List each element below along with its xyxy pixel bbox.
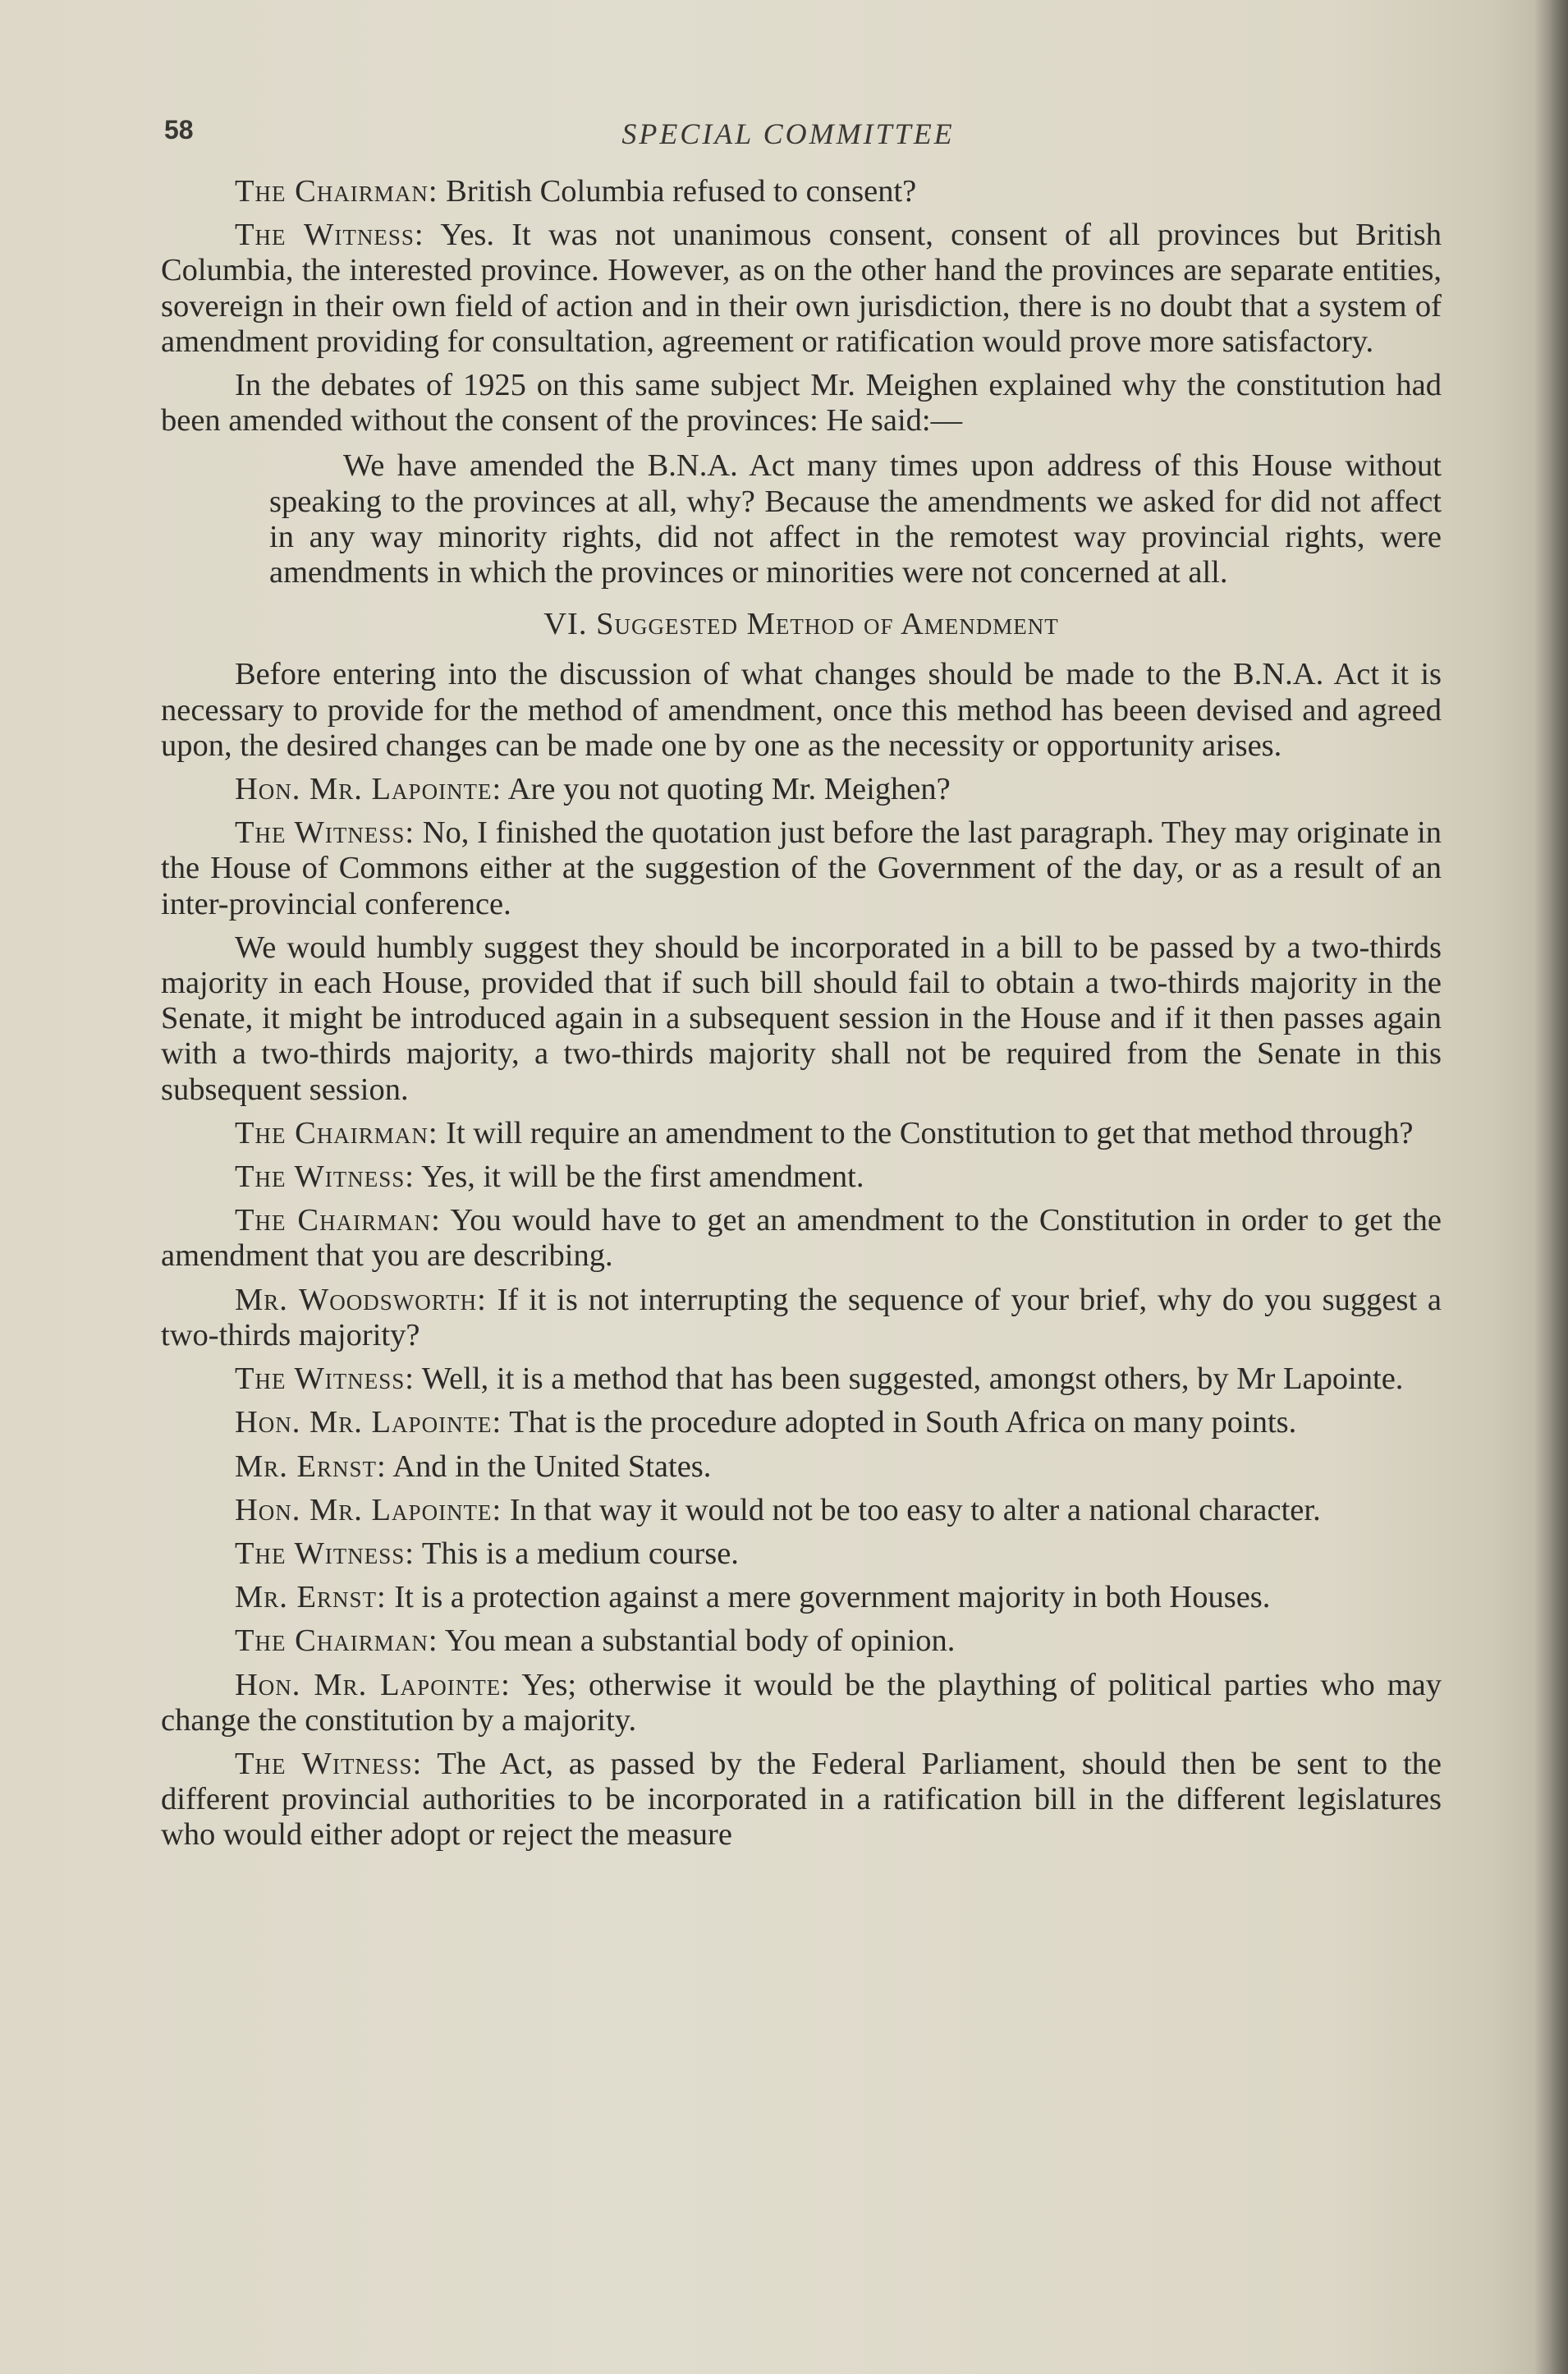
paragraph-text: Yes; otherwise it would be the plaything of political parties who may change the constitution by a majority. <box>161 1667 1442 1738</box>
paragraph <box>161 218 1442 360</box>
paragraph-text: We would humbly suggest they should be incorporated in a bill to be passed by a two-thirds majority in each House, provided that if such bill should fail to obtain a two-thirds majority in the Senate, it might be introduced again in a subsequent session in the House and if it then passes again with a two-thirds majority, a two-thirds majority shall not be required from the Senate in this subsequent session. <box>161 930 1442 1107</box>
paragraph <box>161 657 1442 764</box>
speaker-label: Hon. Mr. Lapointe: <box>235 1667 511 1702</box>
block-quote: We have amended the B.N.A. Act many times upon address of this House without speaking to the provinces at all, why? Because the amendments we asked for did not affect in any way minority rights, did not affect in the remotest way provincial rights, were amendments in which the provinces or minorities were not concerned at all. <box>269 448 1442 590</box>
paragraph-text: Before entering into the discussion of what changes should be made to the B.N.A. Act it is necessary to provide for the method of amendment, once this method has beeen devised and agreed upon, the desired changes can be made one by one as the necessity or opportunity arises. <box>161 657 1442 763</box>
paragraph <box>161 1203 1442 1274</box>
speaker-label: The Chairman: <box>235 1623 438 1659</box>
page-binding-edge <box>1535 0 1568 2374</box>
paragraph <box>161 1361 1442 1397</box>
speaker-label: Hon. Mr. Lapointe: <box>235 1492 502 1527</box>
paragraph <box>161 772 1442 807</box>
paragraph <box>161 1116 1442 1151</box>
paragraph-text: In the debates of 1925 on this same subject Mr. Meighen explained why the constitution had been amended without the consent of the provinces: He said:— <box>161 368 1442 439</box>
speaker-label: The Witness: <box>235 1536 415 1571</box>
paragraph <box>161 174 1442 209</box>
paragraph-text: This is a medium course. <box>421 1536 739 1571</box>
section-heading: VI. Suggested Method of Amendment <box>543 607 1059 642</box>
paragraph <box>161 1668 1442 1738</box>
paragraph-text: It is a protection against a mere government majority in both Houses. <box>394 1580 1271 1615</box>
paragraph <box>161 1623 1442 1659</box>
speaker-label: Mr. Ernst: <box>235 1580 387 1615</box>
speaker-label: The Chairman: <box>235 1115 438 1150</box>
paragraphs-before <box>161 174 1442 439</box>
page-number: 58 <box>164 115 194 145</box>
paragraph-text: Yes. It was not unanimous consent, consent of all provinces but British Columbia, the interested province. However, as on the other hand the provinces are separate entities, sovereign in their own field of action and in their own jurisdiction, there is no doubt that a system of amendment providing for consultation, agreement or ratification would prove more satisfactory. <box>161 218 1442 359</box>
paragraph <box>161 1449 1442 1485</box>
paragraph <box>161 1536 1442 1572</box>
speaker-label: The Chairman: <box>235 174 438 209</box>
paragraph-text: If it is not interrupting the sequence of your brief, why do you suggest a two-thirds majority? <box>161 1282 1442 1352</box>
paragraph-text: The Act, as passed by the Federal Parliament, should then be sent to the different provincial authorities to be incorporated in a ratification bill in the different legislatures who would either adopt or reject the measure <box>161 1746 1442 1853</box>
paragraph-text: Are you not quoting Mr. Meighen? <box>507 772 951 807</box>
paragraph <box>161 815 1442 922</box>
paragraph-text: British Columbia refused to consent? <box>446 174 917 209</box>
paragraph-text: Well, it is a method that has been suggested, amongst others, by Mr Lapointe. <box>421 1361 1404 1397</box>
speaker-label: Mr. Woodsworth: <box>235 1282 487 1317</box>
speaker-label: The Witness: <box>235 218 424 253</box>
paragraph-text: No, I finished the quotation just before the last paragraph. They may originate in the House of Commons either at the suggestion of the Government of the day, or as a result of an inter-provincial conference. <box>161 815 1442 921</box>
paragraph <box>161 1159 1442 1195</box>
speaker-label: The Witness: <box>235 1746 423 1781</box>
speaker-label: Hon. Mr. Lapointe: <box>235 1405 502 1440</box>
paragraph <box>161 1580 1442 1615</box>
paragraph-text: You would have to get an amendment to the Constitution in order to get the amendment that you are describing. <box>161 1203 1442 1274</box>
speaker-label: The Witness: <box>235 1159 415 1195</box>
running-head: SPECIAL COMMITTEE <box>621 117 955 150</box>
paragraph <box>161 930 1442 1108</box>
paragraph <box>161 1747 1442 1853</box>
paragraph-text: It will require an amendment to the Constitution to get that method through? <box>446 1115 1414 1150</box>
paragraph <box>161 1283 1442 1353</box>
page-header <box>164 108 1445 158</box>
paragraph <box>161 1493 1442 1528</box>
paragraph-text: That is the procedure adopted in South Africa on many points. <box>509 1405 1297 1440</box>
paragraph <box>161 368 1442 439</box>
speaker-label: The Chairman: <box>235 1203 441 1238</box>
paragraph-text: And in the United States. <box>392 1449 712 1484</box>
paragraph-text: Yes, it will be the first amendment. <box>421 1159 864 1195</box>
body-text <box>161 174 1442 1862</box>
speaker-label: Hon. Mr. Lapointe: <box>235 772 502 807</box>
paragraph-text: In that way it would not be too easy to alter a national character. <box>509 1492 1321 1527</box>
speaker-label: The Witness: <box>235 815 415 851</box>
paragraph <box>161 1405 1442 1440</box>
speaker-label: The Witness: <box>235 1361 415 1397</box>
speaker-label: Mr. Ernst: <box>235 1449 387 1484</box>
paragraphs-after <box>161 657 1442 1853</box>
paragraph-text: You mean a substantial body of opinion. <box>444 1623 956 1659</box>
